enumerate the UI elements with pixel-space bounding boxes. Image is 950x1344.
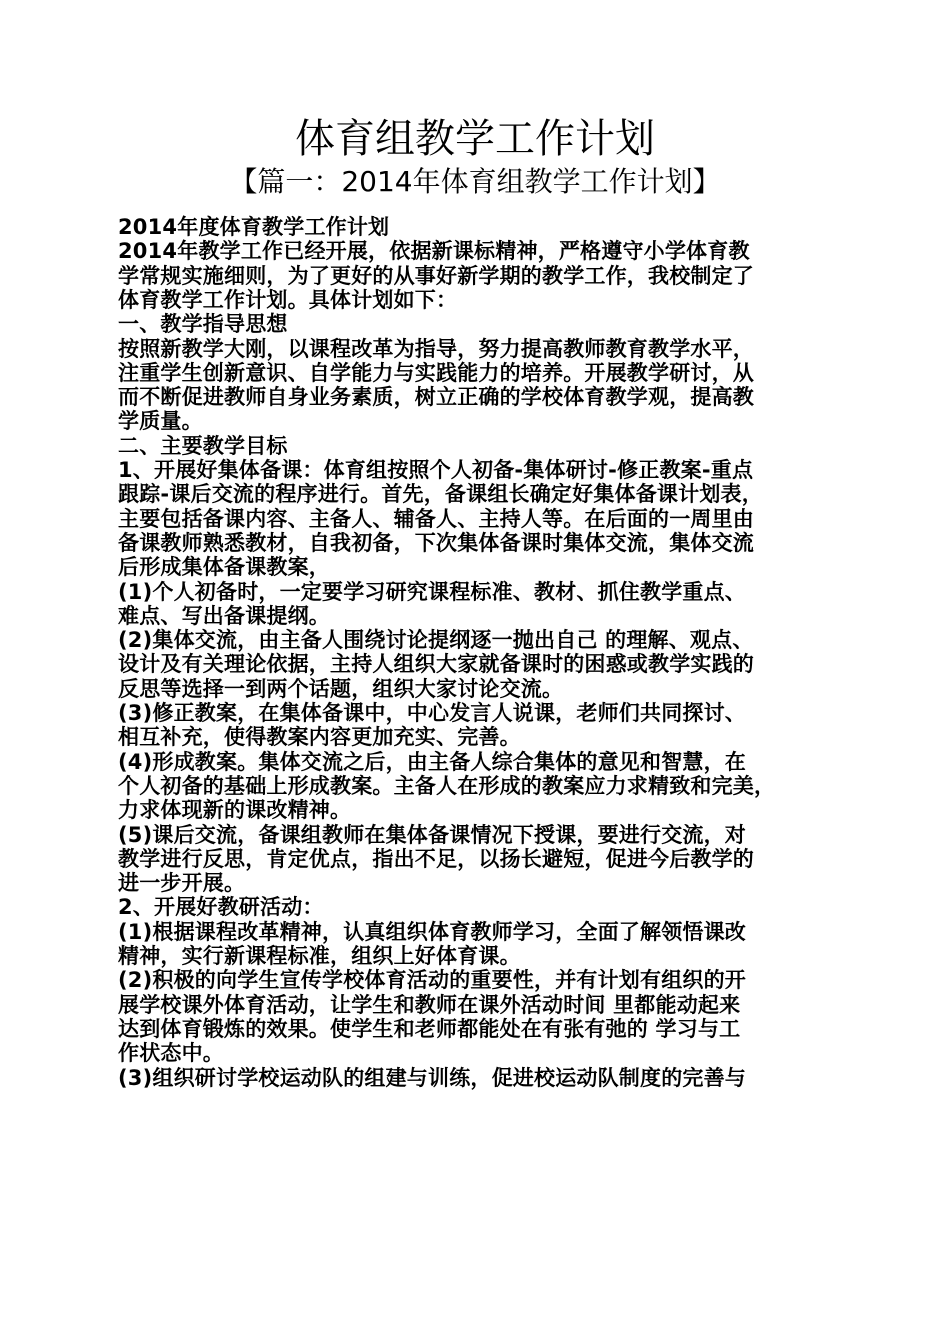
body-line: (4)形成教案。集体交流之后，由主备人综合集体的意见和智慧，在 <box>118 749 747 774</box>
body-line: (5)课后交流，备课组教师在集体备课情况下授课，要进行交流，对 <box>118 822 747 847</box>
body-line: 后形成集体备课教案， <box>118 555 330 580</box>
body-line: (1)个人初备时，一定要学习研究课程标准、教材、抓住教学重点、 <box>118 579 747 604</box>
body-line: 力求体现新的课改精神。 <box>118 798 352 823</box>
body-line: 难点、写出备课提纲。 <box>118 603 330 628</box>
body-line: 作状态中。 <box>118 1041 224 1066</box>
body-line: 学质量。 <box>118 409 203 434</box>
body-line: 达到体育锻炼的效果。使学生和老师都能处在有张有弛的 学习与工 <box>118 1016 741 1041</box>
document-title: 体育组教学工作计划 <box>295 116 655 162</box>
body-line: 教学进行反思，肯定优点，指出不足，以扬长避短，促进今后教学的 <box>118 846 754 871</box>
body-line: 按照新教学大刚，以课程改革为指导，努力提高教师教育教学水平， <box>118 336 754 361</box>
body-line: 一、教学指导思想 <box>118 312 288 337</box>
body-line: (3)组织研讨学校运动队的组建与训练，促进校运动队制度的完善与 <box>118 1065 747 1090</box>
body-line: 备课教师熟悉教材，自我初备，下次集体备课时集体交流，集体交流 <box>118 530 754 555</box>
body-line: (2)集体交流，由主备人围绕讨论提纲逐一抛出自己 的理解、观点、 <box>118 628 754 653</box>
body-line: 进一步开展。 <box>118 871 246 896</box>
body-line: 二、主要教学目标 <box>118 433 288 458</box>
body-line: 设计及有关理论依据，主持人组织大家就备课时的困惑或教学实践的 <box>118 652 754 677</box>
body-line: (3)修正教案，在集体备课中，中心发言人说课，老师们共同探讨、 <box>118 701 747 725</box>
body-line: 2、开展好教研活动： <box>118 895 324 920</box>
body-line: 个人初备的基础上形成教案。主备人在形成的教案应力求精致和完美， <box>118 773 776 798</box>
body-line: 精神，实行新课程标准，组织上好体育课。 <box>118 944 521 968</box>
body-line: 反思等选择一到两个话题，组织大家讨论交流。 <box>118 676 564 701</box>
body-line: 体育教学工作计划。具体计划如下： <box>118 287 458 312</box>
body-line: (1)根据课程改革精神，认真组织体育教师学习，全面了解领悟课改 <box>118 919 747 944</box>
body-line: 相互补充，使得教案内容更加充实、完善。 <box>118 725 521 750</box>
body-line: 跟踪-课后交流的程序进行。首先，备课组长确定好集体备课计划表， <box>118 482 763 507</box>
body-line: 而不断促进教师自身业务素质，树立正确的学校体育教学观，提高教 <box>118 385 754 410</box>
body-line: 2014年度体育教学工作计划 <box>118 215 390 239</box>
body-line: 主要包括备课内容、主备人、辅备人、主持人等。在后面的一周里由 <box>118 506 754 531</box>
body-line: 1、开展好集体备课：体育组按照个人初备-集体研讨-修正教案-重点 <box>118 458 754 482</box>
body-line: 学常规实施细则，为了更好的从事好新学期的教学工作，我校制定了 <box>118 263 754 288</box>
body-line: 展学校课外体育活动，让学生和教师在课外活动时间 里都能动起来 <box>118 992 741 1017</box>
body-line: 2014年教学工作已经开展，依据新课标精神，严格遵守小学体育教 <box>118 239 750 264</box>
document-subtitle: 【篇一：2014年体育组教学工作计划】 <box>229 165 721 198</box>
body-line: (2)积极的向学生宣传学校体育活动的重要性，并有计划有组织的开 <box>118 968 747 993</box>
body-line: 注重学生创新意识、自学能力与实践能力的培养。开展教学研讨，从 <box>118 360 754 385</box>
